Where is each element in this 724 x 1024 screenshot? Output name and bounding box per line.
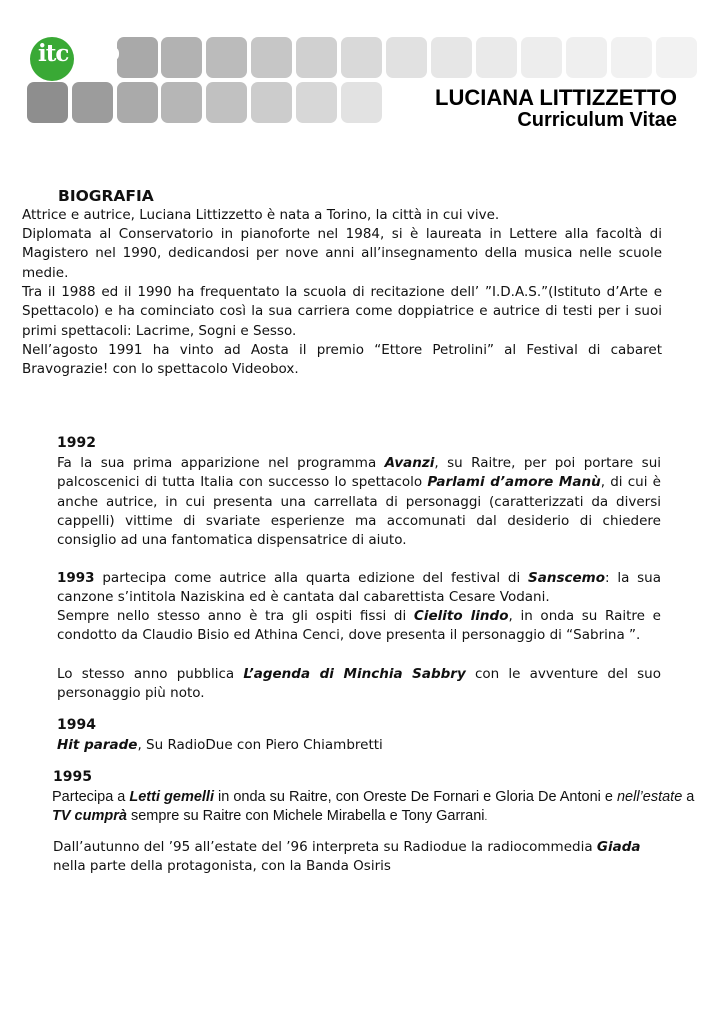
section-title-biografia: BIOGRAFIA <box>58 187 154 205</box>
year-1992-text <box>57 454 661 550</box>
year-1993-text-b <box>57 607 661 646</box>
text-fragment: , in onda su Raitre e condotto da Claudio Bisio ed Athina Cenci, dove presenta il personaggio di “Sabrina ”. <box>57 608 661 644</box>
header-tile <box>72 82 113 123</box>
year-1994-text <box>57 736 661 755</box>
year-1993-text-a <box>57 569 661 608</box>
text-fragment: nella parte della protagonista, con la Banda Osiris <box>53 858 391 875</box>
header-tile <box>341 37 382 78</box>
text-fragment: Partecipa a <box>52 789 130 805</box>
text-fragment: partecipa come autrice alla quarta edizione del festival di <box>94 570 528 586</box>
header-tile <box>386 37 427 78</box>
header-subtitle: Curriculum Vitae <box>517 109 677 131</box>
header-tile <box>251 82 292 123</box>
text-fragment: a <box>682 789 695 805</box>
show-title-sanscemo: Sanscemo <box>528 570 605 586</box>
bio-paragraph-3: Tra il 1988 ed il 1990 ha frequentato la scuola di recitazione dell’ ”I.D.A.S.”(Istituto d’Arte e Spettacolo) e ha cominciato così la sua carriera come doppiatrice e autrice di testi per i suoi primi spettacoli: Lacrime, Sogni e Sesso. <box>22 284 662 339</box>
year-1993-title: 1993 <box>57 570 95 586</box>
header-tile <box>117 82 158 123</box>
text-fragment: con le avventure del suo personaggio più noto. <box>57 666 661 702</box>
header-tile <box>27 82 68 123</box>
header-tile <box>476 37 517 78</box>
text-fragment: : la sua canzone s’intitola Naziskina ed è cantata dal cabarettista Cesare Vodani. <box>57 570 661 606</box>
header-tile <box>656 37 697 78</box>
header-tile <box>296 37 337 78</box>
header-tile <box>521 37 562 78</box>
text-fragment: sempre su Raitre con Michele Mirabella e Tony Garrani <box>126 808 485 824</box>
header-tile <box>161 82 202 123</box>
text-fragment: Fa la sua prima apparizione nel programma <box>57 455 385 471</box>
header-tile <box>251 37 292 78</box>
year-1992-title: 1992 <box>57 435 96 451</box>
bio-paragraph-2: Diplomata al Conservatorio in pianoforte nel 1984, si è laureata in Lettere alla facoltà di Magistero nel 1990, dedicandosi per nove anni all’insegnamento della musica nelle scuole medie. <box>22 226 662 281</box>
header-tile <box>431 37 472 78</box>
text-fragment: Dall’autunno del ’95 all’estate del ’96 interpreta su Radiodue la radiocommedia <box>53 839 597 855</box>
text-fragment: , di cui è anche autrice, in cui presenta una carrellata di personaggi (caratterizzati da diversi cappelli) vittime di svariate esperienze ma accomunati dal desiderio di chiedere consiglio ad una fantomatica dispensatrice di aiuto. <box>57 474 661 549</box>
book-title-agenda: L’agenda di Minchia Sabbry <box>243 666 466 682</box>
logo-year: 2000 <box>74 45 120 65</box>
text-fragment: Sempre nello stesso anno è tra gli ospiti fissi di <box>57 608 414 624</box>
header-tile <box>206 37 247 78</box>
show-title-hit-parade: Hit parade <box>57 737 138 753</box>
header-tile <box>117 37 158 78</box>
year-1995-title: 1995 <box>53 769 92 785</box>
year-1995-text-b <box>53 838 693 877</box>
show-title-giada: Giada <box>596 839 641 855</box>
header-tile <box>566 37 607 78</box>
text-fragment: , Su RadioDue con Piero Chiambretti <box>137 737 383 753</box>
header-tile <box>341 82 382 123</box>
header-tile <box>611 37 652 78</box>
show-title-parlami: Parlami d’amore Manù <box>427 474 601 491</box>
show-title-avanzi: Avanzi <box>384 455 435 471</box>
logo-brand: itc <box>38 40 69 67</box>
text-fragment: , su Raitre, per poi portare sui palcoscenici di tutta Italia con successo lo spettacolo <box>57 455 662 491</box>
show-title-tv-cumpra: TV cumprà <box>52 808 127 824</box>
year-1993-text-c <box>57 665 661 704</box>
header-name: LUCIANA LITTIZZETTO <box>435 85 677 110</box>
bio-paragraph-4: Nell’agosto 1991 ha vinto ad Aosta il premio “Ettore Petrolini” al Festival di cabaret Bravograzie! con lo spettacolo Videobox. <box>22 342 662 378</box>
header-tile <box>161 37 202 78</box>
text-fragment: Lo stesso anno pubblica <box>57 666 244 682</box>
bio-paragraph-1: Attrice e autrice, Luciana Littizzetto è nata a Torino, la città in cui vive. <box>22 207 500 223</box>
text-fragment-italic: nell’estate <box>616 789 683 805</box>
show-title-cielito: Cielito lindo <box>413 608 509 624</box>
show-title-letti-gemelli: Letti gemelli <box>129 789 214 805</box>
text-fragment: in onda su Raitre, con Oreste De Fornari e Gloria De Antoni e <box>214 789 617 805</box>
header-tile <box>296 82 337 123</box>
text-fragment: . <box>484 812 488 823</box>
year-1994-title: 1994 <box>57 717 96 733</box>
year-1995-text-a <box>52 788 707 827</box>
header-tile <box>206 82 247 123</box>
